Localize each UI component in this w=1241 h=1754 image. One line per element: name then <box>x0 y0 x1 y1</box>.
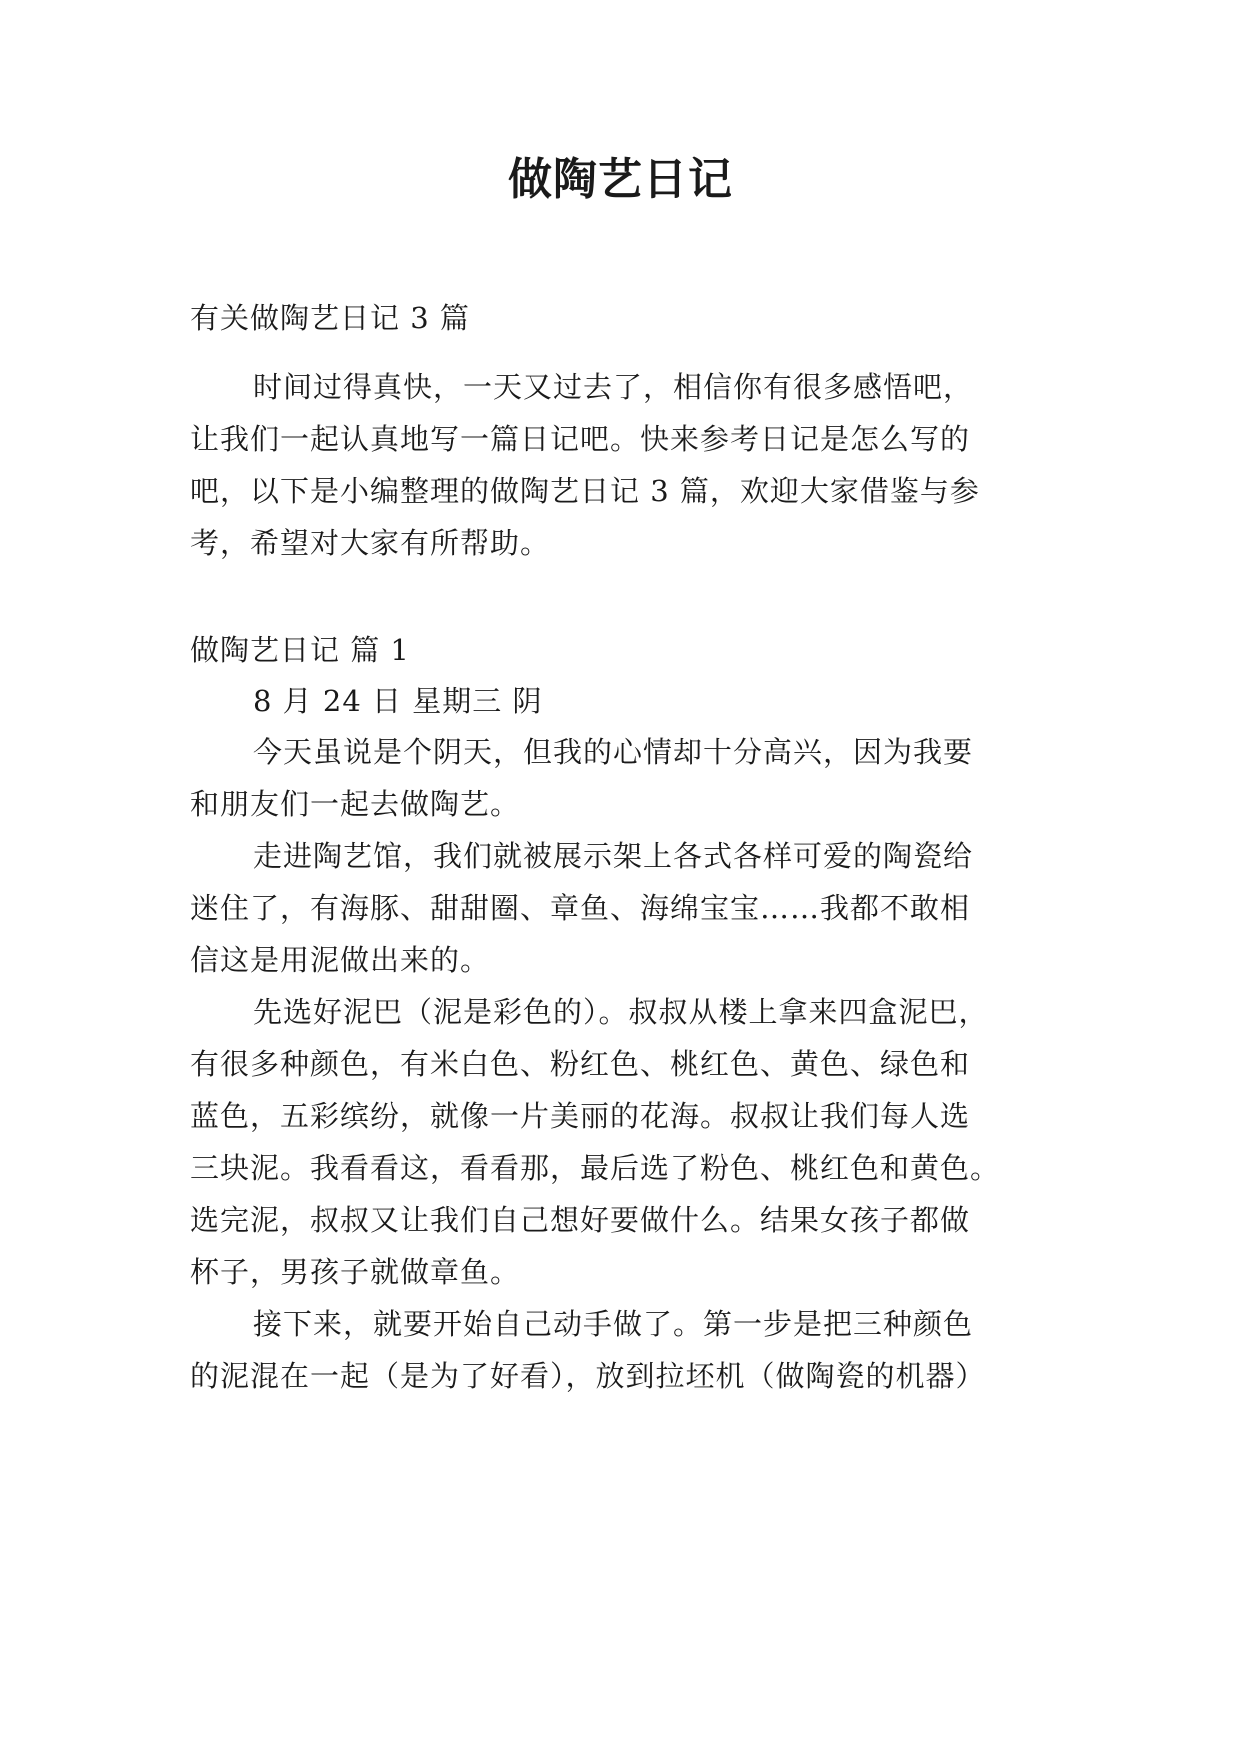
intro-line: 吧，以下是小编整理的做陶艺日记 3 篇，欢迎大家借鉴与参 <box>190 474 980 508</box>
body-line: 三块泥。我看看这，看看那，最后选了粉色、桃红色和黄色。 <box>190 1151 1001 1185</box>
intro-line: 考，希望对大家有所帮助。 <box>190 526 551 560</box>
section-heading: 做陶艺日记 篇 1 <box>190 633 410 667</box>
body-line: 的泥混在一起（是为了好看），放到拉坯机（做陶瓷的机器） <box>190 1359 986 1393</box>
document-title: 做陶艺日记 <box>508 154 733 205</box>
body-line: 和朋友们一起去做陶艺。 <box>190 787 521 821</box>
date-line: 8 月 24 日 星期三 阴 <box>253 684 543 718</box>
body-line: 蓝色，五彩缤纷，就像一片美丽的花海。叔叔让我们每人选 <box>190 1099 971 1133</box>
body-line: 迷住了，有海豚、甜甜圈、章鱼、海绵宝宝……我都不敢相 <box>190 891 971 925</box>
intro-line: 时间过得真快，一天又过去了，相信你有很多感悟吧， <box>253 370 974 404</box>
body-line: 先选好泥巴（泥是彩色的）。叔叔从楼上拿来四盒泥巴， <box>253 995 989 1029</box>
intro-line: 让我们一起认真地写一篇日记吧。快来参考日记是怎么写的 <box>190 422 971 456</box>
body-line: 今天虽说是个阴天，但我的心情却十分高兴，因为我要 <box>253 735 974 769</box>
body-line: 有很多种颜色，有米白色、粉红色、桃红色、黄色、绿色和 <box>190 1047 971 1081</box>
body-line: 选完泥，叔叔又让我们自己想好要做什么。结果女孩子都做 <box>190 1203 971 1237</box>
body-line: 走进陶艺馆，我们就被展示架上各式各样可爱的陶瓷给 <box>253 839 974 873</box>
subtitle: 有关做陶艺日记 3 篇 <box>190 301 470 335</box>
body-line: 信这是用泥做出来的。 <box>190 943 491 977</box>
body-line: 接下来，就要开始自己动手做了。第一步是把三种颜色 <box>253 1307 974 1341</box>
body-line: 杯子，男孩子就做章鱼。 <box>190 1255 521 1289</box>
